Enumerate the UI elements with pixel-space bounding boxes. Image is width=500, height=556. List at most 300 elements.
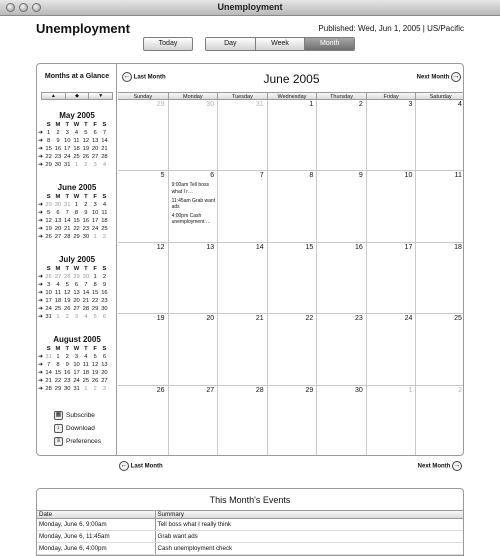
- minical-day[interactable]: 30: [64, 386, 71, 392]
- day-view-button[interactable]: Day: [206, 38, 256, 50]
- minical-day[interactable]: 30: [54, 162, 62, 168]
- minical-weekday: T: [65, 346, 70, 352]
- minical-day[interactable]: 27: [101, 378, 108, 384]
- day-cell[interactable]: [217, 100, 267, 170]
- minical-nav: [41, 92, 113, 100]
- minical-day[interactable]: 12: [82, 138, 90, 144]
- minical-day[interactable]: 2: [93, 386, 97, 392]
- minical-day[interactable]: 23: [64, 378, 71, 384]
- minical-day[interactable]: 9: [56, 138, 60, 144]
- minical-day[interactable]: 15: [45, 146, 52, 152]
- minical-day[interactable]: 11: [54, 290, 61, 296]
- minical-day[interactable]: 31: [64, 202, 71, 208]
- minical-day[interactable]: 2: [102, 234, 107, 240]
- minical-day[interactable]: 1: [74, 162, 79, 168]
- day-cell[interactable]: [168, 171, 218, 241]
- week-row: [118, 243, 464, 314]
- minical-day[interactable]: 20: [91, 146, 99, 152]
- minical-day[interactable]: 25: [54, 306, 62, 312]
- minical-day[interactable]: 3: [74, 354, 79, 360]
- minical-day[interactable]: 2: [56, 130, 60, 136]
- minical-day[interactable]: 18: [82, 370, 90, 376]
- months-at-a-glance-sidebar: [37, 64, 117, 455]
- minical-weekday: F: [93, 194, 97, 200]
- day-number: 16: [355, 243, 363, 251]
- event-date: Monday, June 6, 11:45am: [37, 531, 155, 543]
- week-arrow-icon[interactable]: ➜: [37, 130, 44, 136]
- preferences-label: Preferences: [66, 438, 102, 445]
- week-arrow-icon[interactable]: ➜: [37, 162, 44, 168]
- day-number: 18: [454, 243, 462, 251]
- minical-day[interactable]: 29: [73, 274, 80, 280]
- minical-day[interactable]: 28: [64, 234, 71, 240]
- minical-day[interactable]: 24: [73, 378, 80, 384]
- day-cell[interactable]: [118, 314, 168, 384]
- event-row[interactable]: [37, 543, 463, 555]
- minical-day[interactable]: 4: [102, 162, 107, 168]
- minical-day[interactable]: 3: [65, 130, 69, 136]
- minical-day[interactable]: 30: [82, 234, 90, 240]
- week-arrow-icon[interactable]: ➜: [37, 378, 44, 384]
- week-arrow-icon[interactable]: ➜: [37, 234, 44, 240]
- day-cell[interactable]: [366, 243, 416, 313]
- week-arrow-icon[interactable]: ➜: [37, 386, 44, 392]
- day-cell[interactable]: [168, 100, 218, 170]
- week-arrow-icon[interactable]: ➜: [37, 146, 44, 152]
- minical-day[interactable]: 22: [54, 378, 62, 384]
- day-cell[interactable]: [415, 243, 464, 313]
- week-arrow-icon[interactable]: ➜: [37, 282, 44, 288]
- day-number: 15: [305, 243, 314, 251]
- minical-day[interactable]: 21: [45, 378, 52, 384]
- week-arrow-icon[interactable]: ➜: [37, 202, 44, 208]
- minical-day[interactable]: 4: [84, 314, 88, 320]
- day-cell[interactable]: [118, 100, 168, 170]
- minical-day[interactable]: 17: [91, 218, 99, 224]
- minical-week: [37, 353, 117, 361]
- minical-day[interactable]: 6: [56, 210, 60, 216]
- week-arrow-icon[interactable]: ➜: [37, 218, 44, 224]
- minical-day[interactable]: 22: [73, 226, 80, 232]
- bottom-month-nav: [0, 460, 500, 472]
- date-column-header[interactable]: Date: [37, 511, 155, 519]
- minical-day[interactable]: 24: [91, 226, 99, 232]
- minical-day[interactable]: 9: [84, 210, 88, 216]
- day-cell[interactable]: [316, 386, 366, 456]
- minical-day[interactable]: 23: [54, 154, 62, 160]
- week-arrow-icon[interactable]: ➜: [37, 210, 44, 216]
- minical-day[interactable]: 28: [101, 154, 108, 160]
- minical-day[interactable]: 14: [82, 290, 90, 296]
- published-info: Published: Wed, Jun 1, 2005 | US/Pacific: [318, 24, 464, 33]
- view-switcher: [205, 37, 355, 51]
- minical-day[interactable]: 28: [64, 274, 71, 280]
- minical-day[interactable]: 2: [65, 314, 69, 320]
- minical-day[interactable]: 29: [45, 162, 52, 168]
- sidebar-links: [54, 409, 101, 448]
- minical-day[interactable]: 31: [64, 162, 71, 168]
- minical-title: July 2005: [58, 255, 96, 264]
- minical-month: [37, 182, 117, 241]
- minical-day[interactable]: 12: [45, 218, 52, 224]
- day-events: [172, 182, 216, 228]
- weekday-label: Wednesday: [267, 92, 317, 100]
- day-cell[interactable]: [415, 314, 464, 384]
- minical-day[interactable]: 1: [56, 314, 60, 320]
- subscribe-link[interactable]: [54, 409, 101, 422]
- day-number: 6: [210, 172, 215, 180]
- day-cell[interactable]: [168, 243, 218, 313]
- minical-up-button[interactable]: ▲: [42, 93, 66, 99]
- minical-weekday: S: [46, 122, 51, 128]
- minical-day[interactable]: 16: [54, 146, 62, 152]
- minical-day[interactable]: 3: [93, 202, 97, 208]
- event-row[interactable]: [37, 519, 463, 531]
- day-cell[interactable]: [267, 314, 317, 384]
- download-label: Download: [66, 425, 95, 432]
- last-month-link-bottom[interactable]: [119, 461, 163, 471]
- calendar-event[interactable]: 9:00am Tell boss what I r…: [171, 182, 209, 195]
- minical-day[interactable]: 2: [102, 274, 107, 280]
- minical-weekday: S: [102, 194, 107, 200]
- day-number: 14: [255, 243, 264, 251]
- minical-week: [37, 137, 117, 145]
- minical-weekday: T: [84, 194, 88, 200]
- minical-day[interactable]: 14: [45, 370, 52, 376]
- week-arrow-icon[interactable]: ➜: [37, 138, 44, 144]
- day-cell[interactable]: [415, 386, 464, 456]
- minical-day[interactable]: 28: [82, 306, 90, 312]
- week-arrow-icon[interactable]: ➜: [37, 290, 44, 296]
- next-month-link-bottom[interactable]: [418, 461, 462, 471]
- minical-day[interactable]: 25: [82, 378, 90, 384]
- minical-day[interactable]: 26: [91, 378, 99, 384]
- week-arrow-icon[interactable]: ➜: [37, 274, 44, 280]
- minical-day[interactable]: 6: [102, 314, 107, 320]
- minical-weekday: M: [55, 122, 61, 128]
- minical-day[interactable]: 21: [82, 298, 90, 304]
- day-cell[interactable]: [217, 171, 267, 241]
- minical-day[interactable]: 30: [82, 274, 90, 280]
- minical-day[interactable]: 18: [54, 298, 62, 304]
- month-grid: [118, 92, 464, 456]
- day-cell[interactable]: [366, 314, 416, 384]
- week-arrow-icon[interactable]: ➜: [37, 154, 44, 160]
- week-arrow-icon[interactable]: ➜: [37, 362, 44, 368]
- minical-weekday: S: [102, 266, 107, 272]
- minical-day[interactable]: 3: [47, 282, 51, 288]
- minical-week: [37, 281, 117, 289]
- minical-weekday: W: [73, 122, 80, 128]
- day-cell[interactable]: [267, 386, 317, 456]
- day-number: 27: [206, 386, 215, 394]
- minical-day[interactable]: 25: [73, 154, 80, 160]
- minical-day[interactable]: 1: [84, 386, 88, 392]
- minical-day[interactable]: 26: [45, 234, 52, 240]
- minical-day[interactable]: 11: [82, 362, 89, 368]
- weekday-header: [118, 92, 464, 100]
- day-cell[interactable]: [118, 243, 168, 313]
- day-cell[interactable]: [217, 243, 267, 313]
- event-date: Monday, June 6, 4:00pm: [37, 543, 155, 555]
- minical-day[interactable]: 7: [65, 210, 69, 216]
- day-number: 28: [255, 386, 264, 394]
- summary-column-header[interactable]: Summary: [155, 511, 463, 519]
- minical-day[interactable]: 5: [93, 314, 97, 320]
- day-number: 26: [156, 386, 165, 394]
- minical-day[interactable]: 19: [91, 370, 99, 376]
- minical-day[interactable]: 31: [45, 354, 52, 360]
- minical-day[interactable]: 30: [101, 306, 108, 312]
- week-arrow-icon[interactable]: ➜: [37, 226, 44, 232]
- minical-day[interactable]: 1: [93, 234, 97, 240]
- minical-day[interactable]: 31: [45, 314, 52, 320]
- minical-day[interactable]: 10: [91, 210, 99, 216]
- minical-day[interactable]: 19: [64, 298, 71, 304]
- minical-day[interactable]: 1: [47, 130, 51, 136]
- day-cell[interactable]: [267, 243, 317, 313]
- day-cell[interactable]: [217, 386, 267, 456]
- day-cell[interactable]: [267, 100, 317, 170]
- day-cell[interactable]: [316, 243, 366, 313]
- minical-day[interactable]: 19: [82, 146, 90, 152]
- minical-day[interactable]: 4: [102, 202, 107, 208]
- minical-day[interactable]: 1: [74, 202, 79, 208]
- minical-day[interactable]: 10: [73, 362, 80, 368]
- minical-day[interactable]: 20: [54, 226, 62, 232]
- minical-day[interactable]: 13: [73, 290, 80, 296]
- minical-day[interactable]: 20: [101, 370, 108, 376]
- minical-day[interactable]: 13: [54, 218, 62, 224]
- minical-day[interactable]: 7: [47, 362, 51, 368]
- minical-day[interactable]: 28: [45, 386, 52, 392]
- minical-current-button[interactable]: ◆: [66, 93, 90, 99]
- minical-day[interactable]: 22: [45, 154, 52, 160]
- minical-day[interactable]: 17: [73, 370, 80, 376]
- minical-day[interactable]: 7: [84, 282, 88, 288]
- minical-weekday: T: [65, 266, 70, 272]
- minical-weekday: W: [73, 266, 80, 272]
- day-cell[interactable]: [316, 100, 366, 170]
- minical-day[interactable]: 26: [45, 274, 52, 280]
- minical-day[interactable]: 8: [47, 138, 51, 144]
- minical-day[interactable]: 27: [54, 274, 62, 280]
- minical-day[interactable]: 23: [101, 298, 108, 304]
- day-number: 31: [255, 101, 264, 108]
- minical-day[interactable]: 18: [101, 218, 108, 224]
- next-month-link[interactable]: [417, 72, 461, 82]
- day-number: 22: [305, 315, 314, 323]
- minical-day[interactable]: 8: [93, 282, 97, 288]
- minical-down-button[interactable]: ▼: [89, 93, 112, 99]
- day-number: 29: [305, 386, 314, 394]
- week-arrow-icon[interactable]: ➜: [37, 370, 44, 376]
- minical-day[interactable]: 3: [102, 386, 107, 392]
- minical-day[interactable]: 14: [101, 138, 108, 144]
- minical-day[interactable]: 13: [101, 362, 108, 368]
- minical-day[interactable]: 2: [84, 202, 88, 208]
- minical-day[interactable]: 11: [73, 138, 80, 144]
- minical-day[interactable]: 16: [64, 370, 71, 376]
- left-arrow-icon: ←: [123, 73, 131, 80]
- minical-title: May 2005: [59, 111, 95, 120]
- minical-week: [37, 233, 117, 241]
- minical-title: August 2005: [53, 335, 101, 344]
- minical-weekday: W: [73, 346, 80, 352]
- week-arrow-icon[interactable]: ➜: [37, 298, 44, 304]
- minical-day[interactable]: 4: [56, 282, 60, 288]
- today-button[interactable]: Today: [143, 37, 193, 51]
- minical-day[interactable]: 15: [91, 290, 99, 296]
- minical-week: [37, 217, 117, 225]
- minical-day[interactable]: 29: [54, 386, 62, 392]
- minical-week: [37, 225, 117, 233]
- minical-weekday: M: [55, 266, 61, 272]
- minical-day[interactable]: 2: [84, 162, 88, 168]
- weekday-label: Monday: [168, 92, 218, 100]
- day-cell[interactable]: [168, 386, 218, 456]
- minical-week: [37, 145, 117, 153]
- minical-day[interactable]: 26: [64, 306, 71, 312]
- calendar-panel: [36, 63, 464, 456]
- day-cell[interactable]: [316, 314, 366, 384]
- day-cell[interactable]: [366, 386, 416, 456]
- day-cell[interactable]: [168, 314, 218, 384]
- minical-day[interactable]: 21: [101, 146, 108, 152]
- minical-title: June 2005: [57, 183, 97, 192]
- event-row[interactable]: [37, 531, 463, 543]
- minical-day[interactable]: 21: [64, 226, 71, 232]
- minical-day[interactable]: 16: [82, 218, 90, 224]
- minical-weekday-row: [37, 121, 117, 129]
- day-cell[interactable]: [267, 171, 317, 241]
- minical-day[interactable]: 14: [64, 218, 71, 224]
- minical-day[interactable]: 4: [84, 354, 88, 360]
- minical-day[interactable]: 7: [102, 130, 107, 136]
- minical-day[interactable]: 6: [93, 130, 97, 136]
- minical-week: [37, 273, 117, 281]
- minical-day[interactable]: 30: [54, 202, 62, 208]
- minical-day[interactable]: 27: [54, 234, 62, 240]
- calendar-event[interactable]: 4:00pm Cash unemployment …: [171, 213, 211, 226]
- week-arrow-icon[interactable]: ➜: [37, 354, 44, 360]
- minical-day[interactable]: 15: [73, 218, 80, 224]
- minical-weekday: F: [93, 266, 97, 272]
- day-cell[interactable]: [217, 314, 267, 384]
- minical-day[interactable]: 10: [45, 290, 52, 296]
- weekday-label: Thursday: [316, 92, 366, 100]
- weekday-label: Tuesday: [217, 92, 267, 100]
- month-view-button[interactable]: Month: [305, 38, 354, 50]
- right-arrow-icon: →: [452, 73, 460, 80]
- minical-week: [37, 129, 117, 137]
- event-summary: Cash unemployment check: [155, 543, 463, 555]
- minical-day[interactable]: 27: [91, 154, 99, 160]
- minical-day[interactable]: 9: [65, 362, 69, 368]
- minical-day[interactable]: 24: [64, 154, 71, 160]
- minical-day[interactable]: 8: [56, 362, 60, 368]
- minical-day[interactable]: 29: [45, 202, 52, 208]
- minical-day[interactable]: 11: [101, 210, 108, 216]
- minical-weekday: S: [46, 266, 51, 272]
- minical-day[interactable]: 6: [102, 354, 107, 360]
- calendar-event[interactable]: 11:45am Grab want ads: [171, 197, 216, 210]
- day-number: 11: [454, 172, 462, 180]
- day-cell[interactable]: [118, 386, 168, 456]
- minical-day[interactable]: 26: [82, 154, 90, 160]
- minical-day[interactable]: 19: [45, 226, 52, 232]
- minical-day[interactable]: 29: [91, 306, 99, 312]
- week-view-button[interactable]: Week: [256, 38, 306, 50]
- day-number: 24: [404, 315, 413, 323]
- minical-day[interactable]: 3: [74, 314, 79, 320]
- minical-day[interactable]: 31: [73, 386, 80, 392]
- minical-day[interactable]: 22: [91, 298, 99, 304]
- event-summary: Grab want ads: [155, 531, 463, 543]
- minical-day[interactable]: 15: [54, 370, 62, 376]
- minical-weekday: S: [46, 346, 51, 352]
- minical-day[interactable]: 27: [73, 306, 80, 312]
- week-arrow-icon[interactable]: ➜: [37, 306, 44, 312]
- minical-spacer: [37, 193, 44, 201]
- minical-day[interactable]: 17: [45, 298, 52, 304]
- minical-day[interactable]: 12: [91, 362, 99, 368]
- window-titlebar: [0, 0, 500, 16]
- minical-day[interactable]: 6: [74, 282, 79, 288]
- day-cell[interactable]: [366, 100, 416, 170]
- day-cell[interactable]: [415, 100, 464, 170]
- minical-day[interactable]: 5: [65, 282, 69, 288]
- minical-day[interactable]: 5: [84, 130, 88, 136]
- day-number: 1: [408, 386, 413, 394]
- minical-day[interactable]: 9: [102, 282, 107, 288]
- subscribe-label: Subscribe: [66, 412, 95, 419]
- day-cell[interactable]: [118, 171, 168, 241]
- minical-day[interactable]: 10: [64, 138, 71, 144]
- minical-day[interactable]: 16: [101, 290, 108, 296]
- minical-day[interactable]: 25: [101, 226, 108, 232]
- download-link[interactable]: [54, 422, 101, 435]
- minical-day[interactable]: 20: [73, 298, 80, 304]
- next-month-label-bottom: Next Month: [417, 463, 451, 470]
- minical-day[interactable]: 12: [64, 290, 71, 296]
- minical-day[interactable]: 4: [74, 130, 79, 136]
- week-row: [118, 100, 464, 171]
- minical-day[interactable]: 1: [56, 354, 60, 360]
- day-cell[interactable]: [415, 171, 464, 241]
- minical-day[interactable]: 23: [82, 226, 90, 232]
- minical-day[interactable]: 8: [74, 210, 79, 216]
- minical-day[interactable]: 5: [93, 354, 97, 360]
- minical-day[interactable]: 5: [47, 210, 51, 216]
- preferences-link[interactable]: [54, 435, 101, 448]
- day-number: 20: [206, 315, 215, 323]
- day-cell[interactable]: [366, 171, 416, 241]
- week-row: [118, 171, 464, 242]
- minical-weekday: S: [102, 122, 107, 128]
- minical-day[interactable]: 18: [73, 146, 80, 152]
- events-table: [37, 511, 463, 555]
- minical-day[interactable]: 17: [64, 146, 71, 152]
- minical-day[interactable]: 13: [91, 138, 99, 144]
- minical-day[interactable]: 3: [93, 162, 97, 168]
- week-arrow-icon[interactable]: ➜: [37, 314, 44, 320]
- day-cell[interactable]: [316, 171, 366, 241]
- minical-day[interactable]: 2: [65, 354, 69, 360]
- minical-day[interactable]: 24: [45, 306, 52, 312]
- minical-day[interactable]: 1: [93, 274, 97, 280]
- minical-day[interactable]: 29: [73, 234, 80, 240]
